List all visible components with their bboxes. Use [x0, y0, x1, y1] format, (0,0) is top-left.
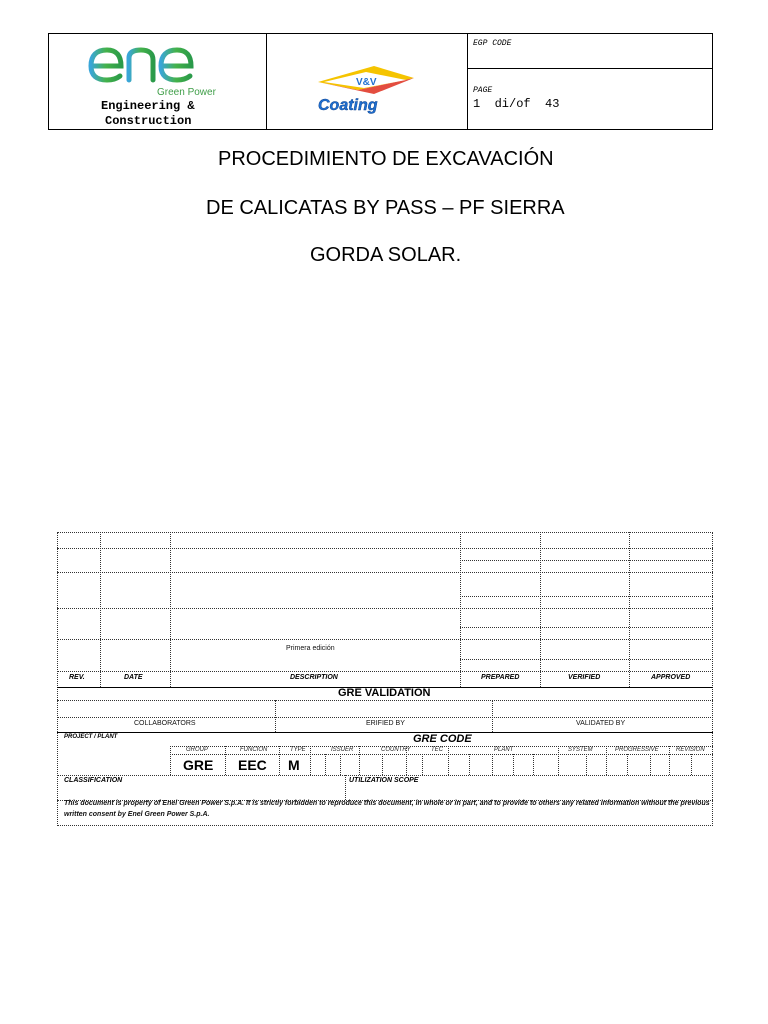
divider	[170, 746, 171, 775]
divider	[279, 746, 280, 775]
contractor-logo-cell	[266, 34, 468, 129]
revision-table	[57, 532, 713, 826]
egp-code-label: EGP CODE	[473, 39, 512, 48]
rev-header: REV.	[69, 674, 85, 681]
document-title-line-3: GORDA SOLAR.	[310, 244, 462, 266]
document-title-line-1: PROCEDIMIENTO DE EXCAVACIÓN	[218, 148, 554, 170]
divider	[513, 754, 514, 775]
divider	[57, 825, 713, 826]
divider	[669, 746, 670, 775]
divider	[100, 532, 101, 687]
vv-coating-logo-icon	[314, 60, 424, 116]
divider	[57, 532, 58, 826]
divider	[650, 754, 651, 775]
divider	[359, 746, 360, 775]
divider	[57, 717, 713, 718]
divider	[460, 560, 713, 561]
coating-word: Coating	[318, 97, 378, 114]
divider	[629, 532, 630, 687]
divider	[540, 532, 541, 687]
page-label: PAGE	[473, 86, 493, 95]
gre-validation-title: GRE VALIDATION	[338, 687, 431, 699]
prepared-header: PREPARED	[481, 674, 520, 681]
divider	[57, 532, 713, 533]
green-power-label: Green Power	[157, 87, 216, 98]
divider	[606, 746, 607, 775]
divider	[57, 572, 713, 573]
approved-header: APPROVED	[651, 674, 691, 681]
code-field-progressive-label: PROGRESSIVE	[615, 747, 659, 753]
code-function-value: EEC	[238, 757, 267, 773]
code-field-issuer-label: ISSUER	[331, 747, 354, 753]
divider	[225, 746, 226, 775]
document-title-line-2: DE CALICATAS BY PASS – PF SIERRA	[206, 197, 565, 219]
code-field-system-label: SYSTEM	[568, 747, 593, 753]
divider	[57, 732, 713, 733]
verified-by-label: ERIFIED BY	[366, 720, 405, 727]
divider	[310, 746, 311, 775]
divider	[57, 608, 713, 609]
divider	[460, 659, 713, 660]
project-plant-label: PROJECT / PLANT	[64, 734, 118, 740]
utilization-scope-label: UTILIZATION SCOPE	[349, 777, 419, 784]
divider	[492, 754, 493, 775]
code-group-value: GRE	[183, 757, 214, 773]
org-line-1: Engineering &	[101, 99, 195, 113]
divider	[340, 754, 341, 775]
divider	[460, 596, 713, 597]
divider	[469, 754, 470, 775]
divider	[170, 532, 171, 687]
disclaimer-line-2: written consent by Enel Green Power S.p.A.	[64, 811, 210, 818]
document-header	[48, 33, 713, 130]
divider	[275, 700, 276, 732]
code-field-plant-label: PLANT	[494, 747, 514, 753]
divider	[170, 754, 713, 755]
divider	[492, 700, 493, 732]
gre-code-title: GRE CODE	[413, 733, 472, 745]
divider	[382, 754, 383, 775]
divider	[586, 754, 587, 775]
collaborators-label: COLLABORATORS	[134, 720, 196, 727]
divider	[460, 627, 713, 628]
first-edition-text: Primera edición	[286, 645, 335, 652]
vv-mark: V&V	[356, 77, 377, 88]
verified-header: VERIFIED	[568, 674, 601, 681]
date-header: DATE	[124, 674, 143, 681]
divider	[325, 754, 326, 775]
enel-logo-icon	[85, 40, 235, 90]
divider	[406, 746, 407, 775]
page-number: 1 di/of 43	[473, 97, 560, 111]
code-field-country-label: COUNTRY	[381, 747, 411, 753]
divider	[345, 775, 346, 800]
code-field-group-label: GROUP	[186, 747, 209, 753]
divider	[57, 548, 713, 549]
divider	[558, 746, 559, 775]
divider	[422, 754, 423, 775]
divider	[533, 754, 534, 775]
divider	[57, 639, 713, 640]
divider	[460, 532, 461, 687]
divider	[627, 754, 628, 775]
divider	[467, 68, 712, 69]
divider	[57, 700, 713, 701]
divider	[57, 671, 713, 672]
org-line-2: Construction	[105, 114, 192, 128]
divider	[712, 532, 713, 826]
divider	[448, 746, 449, 775]
company-logo-cell	[49, 34, 267, 129]
code-field-revision-label: REVISION	[676, 747, 705, 753]
code-field-tec-label: TEC	[431, 747, 443, 753]
divider	[691, 754, 692, 775]
divider	[57, 775, 713, 776]
validated-by-label: VALIDATED BY	[576, 720, 626, 727]
code-type-value: M	[288, 757, 300, 773]
disclaimer-line-1: This document is property of Enel Green Power S.p.A. It is strictly forbidden to reproduce this document, in whole or in part, and to provide to others any related information without the previous	[64, 800, 710, 807]
code-field-funcion-label: FUNCION	[240, 747, 268, 753]
description-header: DESCRIPTION	[290, 674, 338, 681]
classification-label: CLASSIFICATION	[64, 777, 123, 784]
code-field-type-label: TYPE	[290, 747, 306, 753]
code-page-cell	[467, 34, 712, 129]
